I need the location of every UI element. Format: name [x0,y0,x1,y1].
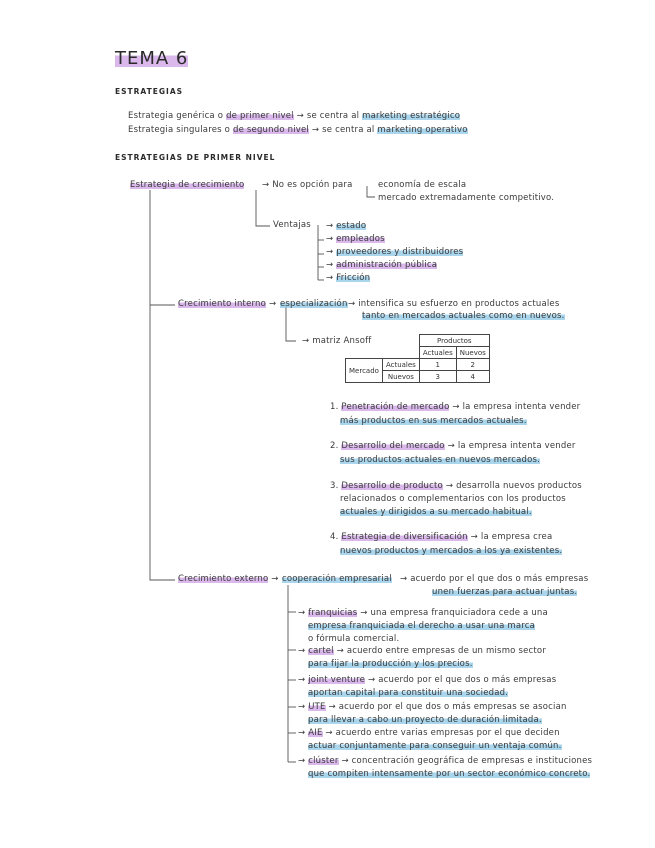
list-item: → proveedores y distribuidores [326,247,464,257]
matrix-cell: Nuevos [456,347,489,359]
list-item: → AIE → acuerdo entre varias empresas por el que deciden [298,728,560,738]
node-especializacion: especialización [280,299,348,309]
list-item: aportan capital para constituir una sociedad. [308,688,509,698]
matrix-cell: 3 [419,371,456,383]
list-item: economía de escala [378,180,467,190]
matrix-cell: 1 [419,359,456,371]
node-crecimiento-externo: Crecimiento externo → [178,574,279,584]
list-item: → empleados [326,234,385,244]
matrix-cell: Actuales [382,359,419,371]
ansoff-matrix [345,334,490,383]
list-item: → clúster → concentración geográfica de empresas e instituciones [298,756,593,766]
list-item: → franquicias → una empresa franquiciadora cede a una [298,608,548,618]
text-line: Estrategia genérica o de primer nivel → se centra al marketing estratégico [128,111,461,121]
matrix-header: Mercado [346,359,383,383]
list-item: → joint venture → acuerdo por el que dos o más empresas [298,675,557,685]
node-no-opcion: → No es opción para [262,180,353,190]
list-item: 1. Penetración de mercado → la empresa intenta vender [330,402,581,412]
list-item: mercado extremadamente competitivo. [378,193,555,203]
text-line: → acuerdo por el que dos o más empresas [400,574,589,584]
node-matriz: → matriz Ansoff [302,336,372,346]
list-item: para fijar la producción y los precios. [308,659,473,669]
text-line: → intensifica su esfuerzo en productos actuales [348,299,560,309]
list-item: → UTE → acuerdo por el que dos o más empresas se asocian [298,702,567,712]
list-item: actuales y dirigidos a su mercado habitual. [340,507,532,517]
node-crecimiento: Estrategia de crecimiento [130,180,245,190]
node-crecimiento-interno: Crecimiento interno → [178,299,277,309]
node-ventajas: Ventajas [273,220,311,230]
list-item: más productos en sus mercados actuales. [340,416,527,426]
list-item: que compiten intensamente por un sector económico concreto. [308,769,591,779]
list-item: 2. Desarrollo del mercado → la empresa intenta vender [330,441,576,451]
matrix-cell: Actuales [419,347,456,359]
matrix-header: Productos [419,335,489,347]
list-item: → administración pública [326,260,438,270]
list-item: actuar conjuntamente para conseguir un ventaja común. [308,741,562,751]
list-item: o fórmula comercial. [308,634,400,644]
page-title: TEMA 6 [115,48,189,69]
node-cooperacion: cooperación empresarial [282,574,392,584]
list-item: → estado [326,221,367,231]
matrix-cell: 2 [456,359,489,371]
list-item: → cartel → acuerdo entre empresas de un mismo sector [298,646,547,656]
list-item: 3. Desarrollo de producto → desarrolla nuevos productos [330,481,582,491]
text-line: unen fuerzas para actuar juntas. [432,587,578,597]
list-item: empresa franquiciada el derecho a usar una marca [308,621,536,631]
list-item: para llevar a cabo un proyecto de duración limitada. [308,715,542,725]
section-heading: ESTRATEGIAS [115,87,184,96]
list-item: → Fricción [326,273,371,283]
list-item: relacionados o complementarios con los productos [340,494,566,504]
list-item: nuevos productos y mercados a los ya existentes. [340,546,563,556]
text-line: tanto en mercados actuales como en nuevos. [362,311,565,321]
matrix-cell: 4 [456,371,489,383]
section-heading: ESTRATEGIAS DE PRIMER NIVEL [115,153,276,162]
text-line: Estrategia singulares o de segundo nivel → se centra al marketing operativo [128,125,468,135]
list-item: 4. Estrategia de diversificación → la empresa crea [330,532,553,542]
list-item: sus productos actuales en nuevos mercados. [340,455,541,465]
matrix-cell: Nuevos [382,371,419,383]
